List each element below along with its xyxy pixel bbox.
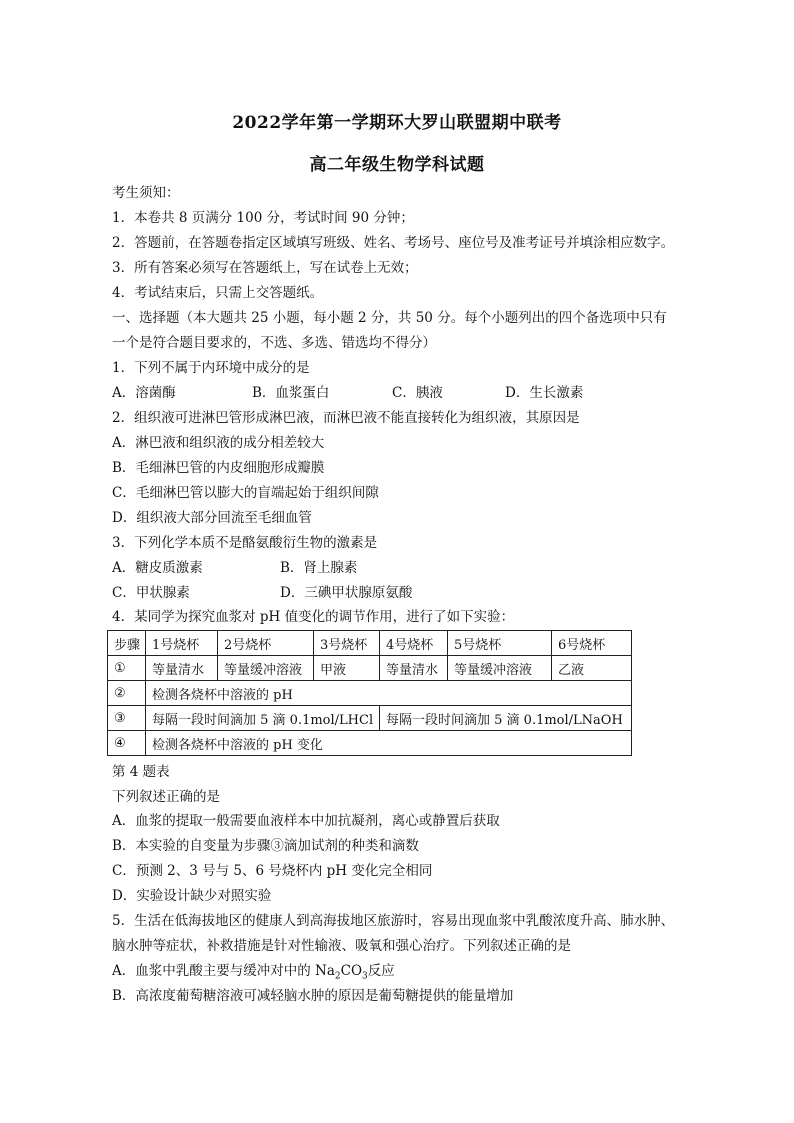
question-5-stem-cont: 脑水肿等症状，补救措施是针对性输液、吸氧和强心治疗。下列叙述正确的是: [112, 938, 571, 954]
option-b: B．血浆蛋白: [252, 385, 330, 401]
table-cell: ④: [108, 731, 146, 756]
table-cell: 1号烧杯: [146, 631, 218, 656]
option-d: D．生长激素: [505, 385, 584, 401]
table-cell: 检测各烧杯中溶液的 pH 变化: [146, 731, 632, 756]
option-a-text: A．血浆中乳酸主要与缓冲对中的 Na: [112, 963, 335, 979]
option-b: B．肾上腺素: [280, 560, 358, 576]
option-a-text: 反应: [367, 963, 395, 979]
table-cell: 检测各烧杯中溶液的 pH: [146, 681, 632, 706]
notice-heading: 考生须知：: [112, 185, 180, 201]
table-cell: 等量清水: [146, 656, 218, 681]
option-b: B．毛细淋巴管的内皮细胞形成瓣膜: [112, 460, 325, 476]
table-cell: 3号烧杯: [314, 631, 380, 656]
table-cell: 4号烧杯: [380, 631, 448, 656]
exam-title: 2022学年第一学期环大罗山联盟期中联考: [232, 113, 562, 133]
question-5-stem: 5．生活在低海拔地区的健康人到高海拔地区旅游时，容易出现血浆中乳酸浓度升高、肺水肿、: [112, 913, 675, 929]
table-cell: ①: [108, 656, 146, 681]
table-cell: ③: [108, 706, 146, 731]
table-cell: 等量缓冲溶液: [448, 656, 552, 681]
subscript: 2: [334, 971, 341, 982]
option-c: C．预测 2、3 号与 5、6 号烧杯内 pH 变化完全相同: [112, 863, 433, 879]
table-cell: 等量缓冲溶液: [218, 656, 314, 681]
table-row: [108, 731, 632, 756]
option-d: D．组织液大部分回流至毛细血管: [112, 510, 312, 526]
option-a: A．血浆的提取一般需要血液样本中加抗凝剂，离心或静置后获取: [112, 813, 500, 829]
table-cell: 步骤: [108, 631, 146, 656]
table-cell: ②: [108, 681, 146, 706]
table-row: [108, 656, 632, 681]
table-cell: 5号烧杯: [448, 631, 552, 656]
notice-item: 2．答题前，在答题卷指定区域填写班级、姓名、考场号、座位号及准考证号并填涂相应数字。: [112, 235, 675, 251]
question-3-stem: 3．下列化学本质不是酪氨酸衍生物的激素是: [112, 535, 378, 551]
table-header-row: [108, 631, 632, 656]
question-4-lead: 下列叙述正确的是: [112, 789, 220, 805]
table-cell: 2号烧杯: [218, 631, 314, 656]
notice-item: 1．本卷共 8 页满分 100 分，考试时间 90 分钟；: [112, 210, 414, 226]
table-cell: 甲液: [314, 656, 380, 681]
table-caption: 第 4 题表: [112, 764, 170, 780]
table-row: [108, 706, 632, 731]
table-cell: 每隔一段时间滴加 5 滴 0.1mol/LHCl: [146, 706, 380, 731]
notice-item: 3．所有答案必须写在答题纸上，写在试卷上无效；: [112, 260, 418, 276]
option-a: A．淋巴液和组织液的成分相差较大: [112, 435, 325, 451]
section-heading: 一、选择题（本大题共 25 小题，每小题 2 分，共 50 分。每个小题列出的四个备选项中只有: [112, 310, 667, 326]
exam-subtitle: 高二年级生物学科试题: [309, 155, 485, 175]
question-1-stem: 1．下列不属于内环境中成分的是: [112, 360, 310, 376]
option-d: D．实验设计缺少对照实验: [112, 888, 272, 904]
section-heading-cont: 一个是符合题目要求的，不选、多选、错选均不得分）: [112, 335, 436, 351]
experiment-table: [107, 630, 632, 756]
option-b: B．高浓度葡萄糖溶液可减轻脑水肿的原因是葡萄糖提供的能量增加: [112, 988, 514, 1004]
table-cell: 等量清水: [380, 656, 448, 681]
subscript: 3: [362, 971, 368, 982]
option-c: C．胰液: [392, 385, 443, 401]
question-4-stem: 4．某同学为探究血浆对 pH 值变化的调节作用，进行了如下实验：: [112, 609, 515, 625]
option-a-text: CO: [340, 963, 363, 979]
option-a: A．溶菌酶: [112, 385, 176, 401]
table-cell: 每隔一段时间滴加 5 滴 0.1mol/LNaOH: [380, 706, 632, 731]
table-cell: 6号烧杯: [552, 631, 632, 656]
question-2-stem: 2．组织液可进淋巴管形成淋巴液，而淋巴液不能直接转化为组织液，其原因是: [112, 410, 580, 426]
option-d: D．三碘甲状腺原氨酸: [280, 585, 413, 601]
table-cell: 乙液: [552, 656, 632, 681]
option-b: B．本实验的自变量为步骤③滴加试剂的种类和滴数: [112, 838, 419, 854]
option-a: [112, 962, 694, 986]
table-row: [108, 681, 632, 706]
notice-item: 4．考试结束后，只需上交答题纸。: [112, 285, 324, 301]
option-a: A．糖皮质激素: [112, 560, 203, 576]
option-c: C．甲状腺素: [112, 585, 190, 601]
option-c: C．毛细淋巴管以膨大的盲端起始于组织间隙: [112, 485, 379, 501]
